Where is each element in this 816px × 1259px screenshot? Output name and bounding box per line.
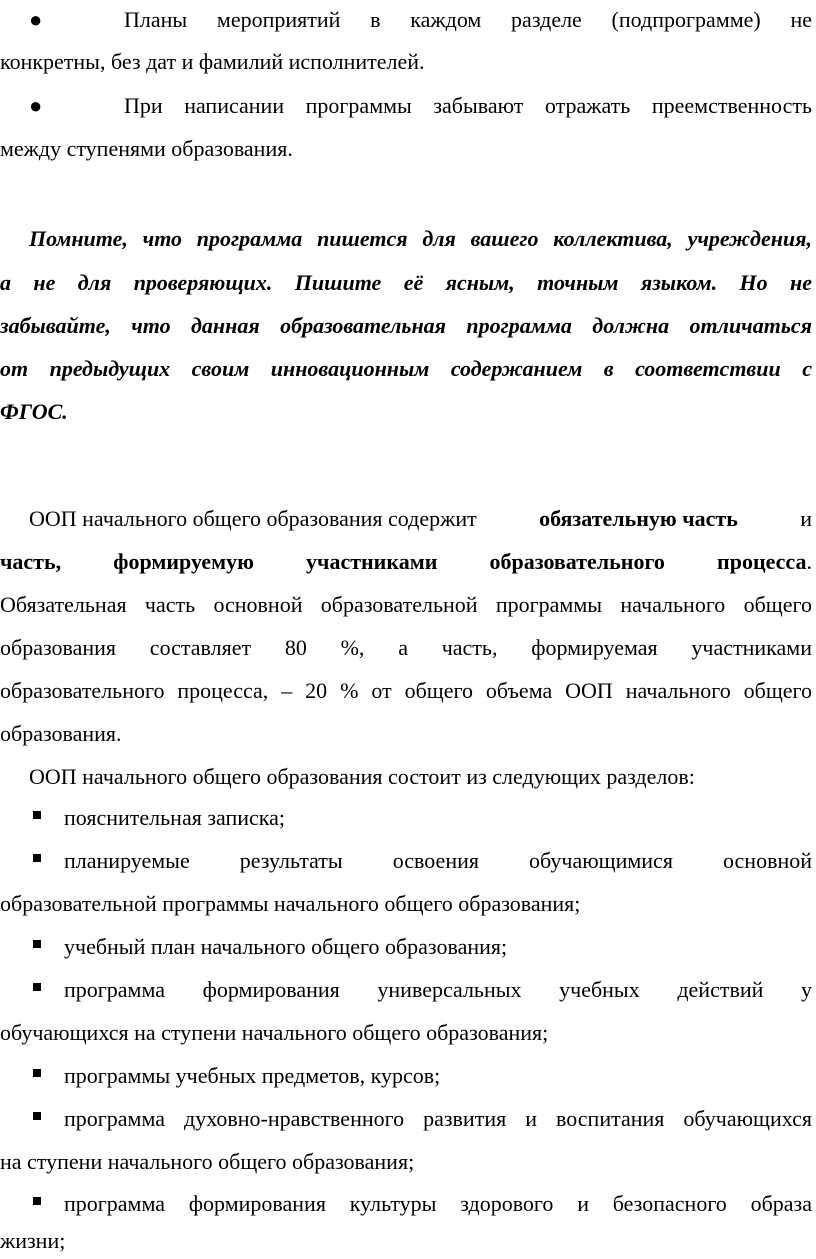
square-bullet-icon <box>33 940 41 948</box>
list-item-cont: обучающихся на ступени начального общего образования; <box>0 1020 549 1045</box>
bullet-text: Планы мероприятий в каждом разделе (подпрограмме) не <box>124 7 812 32</box>
note-line: ФГОС. <box>0 399 68 424</box>
square-bullet-icon <box>33 1069 41 1077</box>
list-item-cont: образовательной программы начального общего образования; <box>0 891 581 916</box>
para2: ООП начального общего образования состоит из следующих разделов: <box>29 764 695 789</box>
note-line: забывайте, что данная образовательная программа должна отличаться <box>0 313 812 338</box>
para1-line1 <box>29 506 812 532</box>
bullet-text: При написании программы забывают отражать преемственность <box>124 93 812 118</box>
para1-line2 <box>0 549 812 575</box>
para1-bold: обязательную часть <box>539 506 738 531</box>
bullet-text-cont: конкретны, без дат и фамилий исполнителей. <box>0 49 425 74</box>
note-line: от предыдущих своим инновационным содержанием в соответствии с <box>0 356 812 381</box>
note-line: а не для проверяющих. Пишите её ясным, точным языком. Но не <box>0 270 812 295</box>
list-item: программа формирования культуры здорового и безопасного образа <box>64 1191 812 1216</box>
para1-line: образовательного процесса, – 20 % от общего объема ООП начального общего <box>0 678 812 703</box>
list-item: учебный план начального общего образования; <box>64 934 508 959</box>
para1-bold-word: образовательного <box>489 549 665 574</box>
para1-bold-word: участниками <box>306 549 438 574</box>
para1-bold-word: процесса. <box>717 549 812 574</box>
list-item-cont: на ступени начального общего образования; <box>0 1149 415 1174</box>
square-bullet-icon <box>33 983 41 991</box>
para1-line: образования составляет 80 %, а часть, формируемая участниками <box>0 635 812 660</box>
square-bullet-icon <box>33 811 41 819</box>
list-item: планируемые результаты освоения обучающимися основной <box>64 848 812 873</box>
list-item: программа духовно-нравственного развития и воспитания обучающихся <box>64 1106 812 1131</box>
para1-line: образования. <box>0 721 122 746</box>
note-line: Помните, что программа пишется для вашего коллектива, учреждения, <box>29 226 812 251</box>
square-bullet-icon <box>33 1197 41 1205</box>
square-bullet-icon <box>33 1112 41 1120</box>
list-item-cont: жизни; <box>0 1228 66 1253</box>
list-item: программа формирования универсальных учебных действий у <box>64 977 812 1002</box>
bullet-text-cont: между ступенями образования. <box>0 136 293 161</box>
square-bullet-icon <box>33 854 41 862</box>
para1-bold-word: формируемую <box>113 549 254 574</box>
list-item: программы учебных предметов, курсов; <box>64 1063 441 1088</box>
para1-bold-word: часть, <box>0 549 62 574</box>
list-item: пояснительная записка; <box>64 805 286 830</box>
bullet-dot-icon: ● <box>29 93 43 118</box>
para1-text: ООП начального общего образования содержит <box>29 506 477 531</box>
para1-line: Обязательная часть основной образовательной программы начального общего <box>0 592 812 617</box>
para1-text: и <box>800 506 812 531</box>
bullet-dot-icon: ● <box>29 7 43 32</box>
